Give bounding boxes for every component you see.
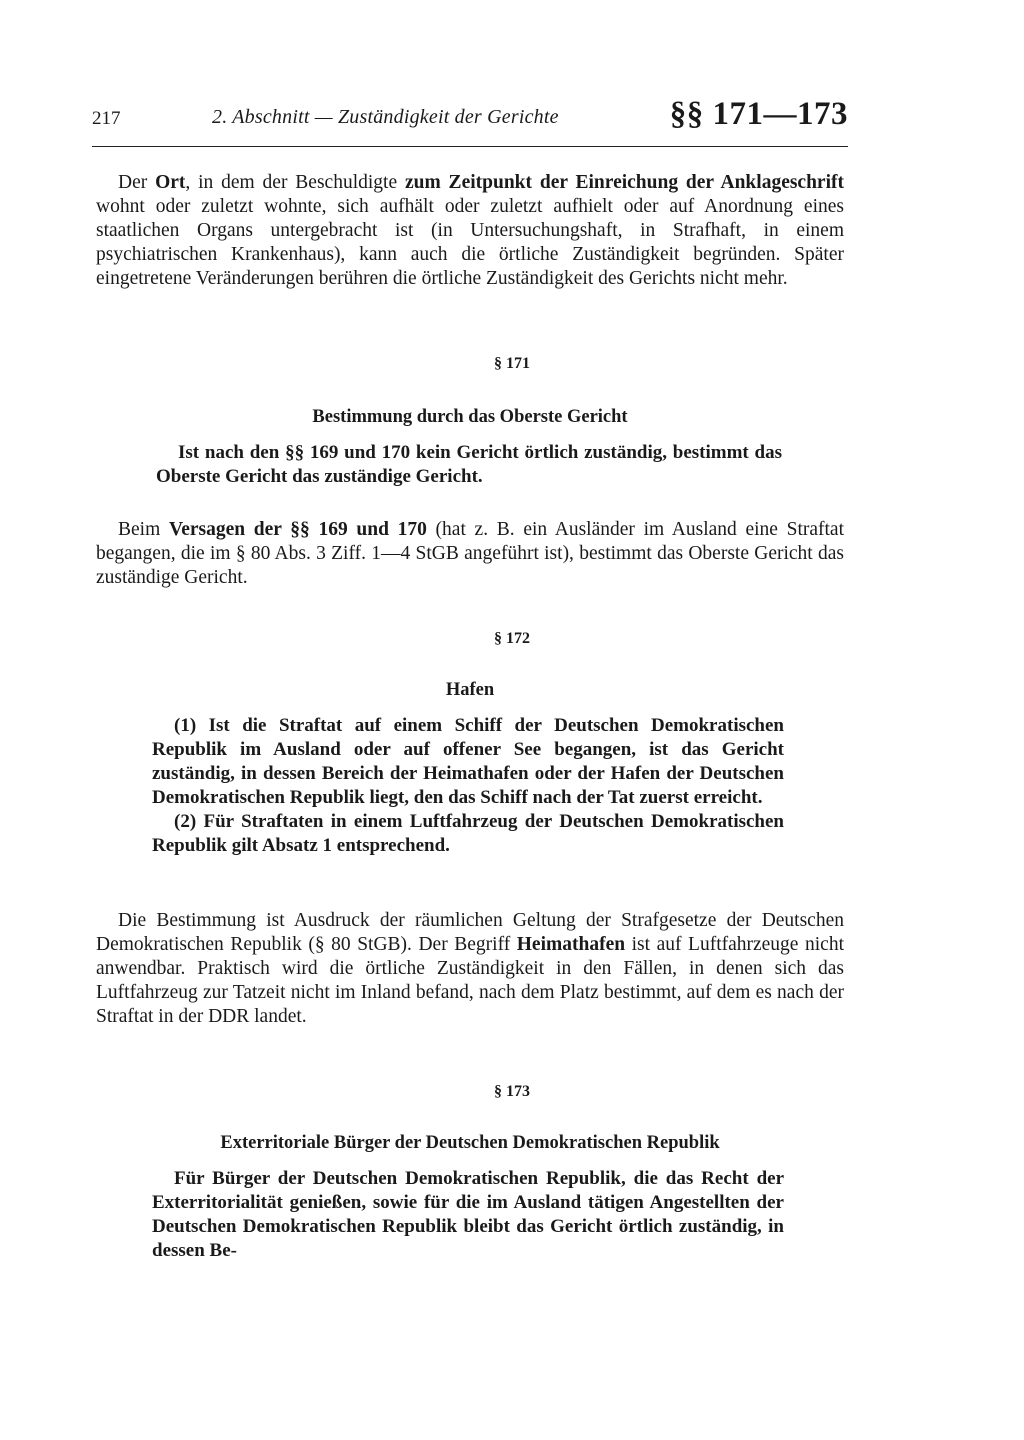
bold-term: Ort — [155, 172, 186, 193]
section-title-171: Bestimmung durch das Oberste Gericht — [312, 407, 628, 427]
text-run: wohnt oder zuletzt wohnte, sich aufhält oder zuletzt aufhielt oder auf Anordnung eines staatlichen Organs untergebracht ist (in Untersuchungshaft, in Strafhaft, in einem psychiatrischen Krankenhaus), kann auch die örtliche Zuständigkeit begründen. Später eingetretene Veränderungen berühren die örtliche Zuständigkeit des Gerichts nicht mehr. — [96, 196, 844, 289]
text-run: , in dem der Beschuldigte — [185, 172, 405, 193]
running-title: 2. Abschnitt — Zuständigkeit der Gerichte — [212, 106, 559, 128]
bold-term: zum Zeitpunkt der Einreichung der Anklageschrift — [404, 172, 844, 193]
law-text-171 — [156, 441, 782, 489]
page-header — [92, 96, 848, 140]
section-title-173: Exterritoriale Bürger der Deutschen Demokratischen Republik — [220, 1133, 720, 1153]
law-text-173 — [152, 1167, 784, 1263]
law-text-172 — [152, 714, 784, 858]
text-run: ist auf Luftfahrzeuge nicht anwendbar. Praktisch wird die örtliche Zuständigkeit in den Fällen, in denen sich das Luftfahrzeug zur Tatzeit nicht im Inland befand, nach dem Platz bestimmt, auf dem es nach der Straftat in der DDR landet. — [96, 934, 844, 1027]
law-paragraph: Für Bürger der Deutschen Demokratischen Republik, die das Recht der Exterritorialität genießen, sowie für die im Ausland tätigen Angestellten der Deutschen Demokratischen Republik bleibt das Gericht örtlich zuständig, in dessen Be- — [152, 1168, 784, 1261]
header-rule — [92, 146, 848, 147]
section-number-171: § 171 — [494, 355, 530, 372]
text-run: (hat z. B. ein Ausländer im Ausland eine Straftat begangen, die im § 80 Abs. 3 Ziff. 1—4 StGB angeführt ist), bestimmt das Oberste Gericht das zuständige Gericht. — [96, 519, 844, 588]
text-run: Die Bestimmung ist Ausdruck der räumlichen Geltung der Strafgesetze der Deutschen Demokratischen Republik (§ 80 StGB). Der Begriff — [96, 910, 844, 955]
section-title-172: Hafen — [445, 680, 495, 700]
section-range: §§ 171—173 — [669, 96, 848, 132]
bold-term: Versagen der §§ 169 und 170 — [168, 519, 427, 540]
intro-commentary — [96, 171, 844, 291]
bold-term: Heimathafen — [516, 934, 626, 955]
text-run: Der — [118, 172, 156, 193]
commentary-172 — [96, 909, 844, 1029]
text-run: Beim — [118, 519, 169, 540]
section-number-172: § 172 — [494, 630, 530, 647]
section-number-173: § 173 — [494, 1083, 530, 1100]
commentary-171 — [96, 518, 844, 590]
law-paragraph-2: (2) Für Straftaten in einem Luftfahrzeug der Deutschen Demokratischen Republik gilt Absatz 1 entsprechend. — [152, 811, 784, 856]
law-paragraph-1: (1) Ist die Straftat auf einem Schiff der Deutschen Demokratischen Republik im Ausland oder auf offener See begangen, ist das Gericht zuständig, in dessen Bereich der Heimathafen oder der Hafen der Deutschen Demokratischen Republik liegt, den das Schiff nach der Tat zuerst erreicht. — [152, 715, 784, 808]
page-number: 217 — [92, 108, 121, 129]
law-paragraph: Ist nach den §§ 169 und 170 kein Gericht örtlich zuständig, bestimmt das Oberste Gericht das zuständige Gericht. — [156, 442, 782, 487]
